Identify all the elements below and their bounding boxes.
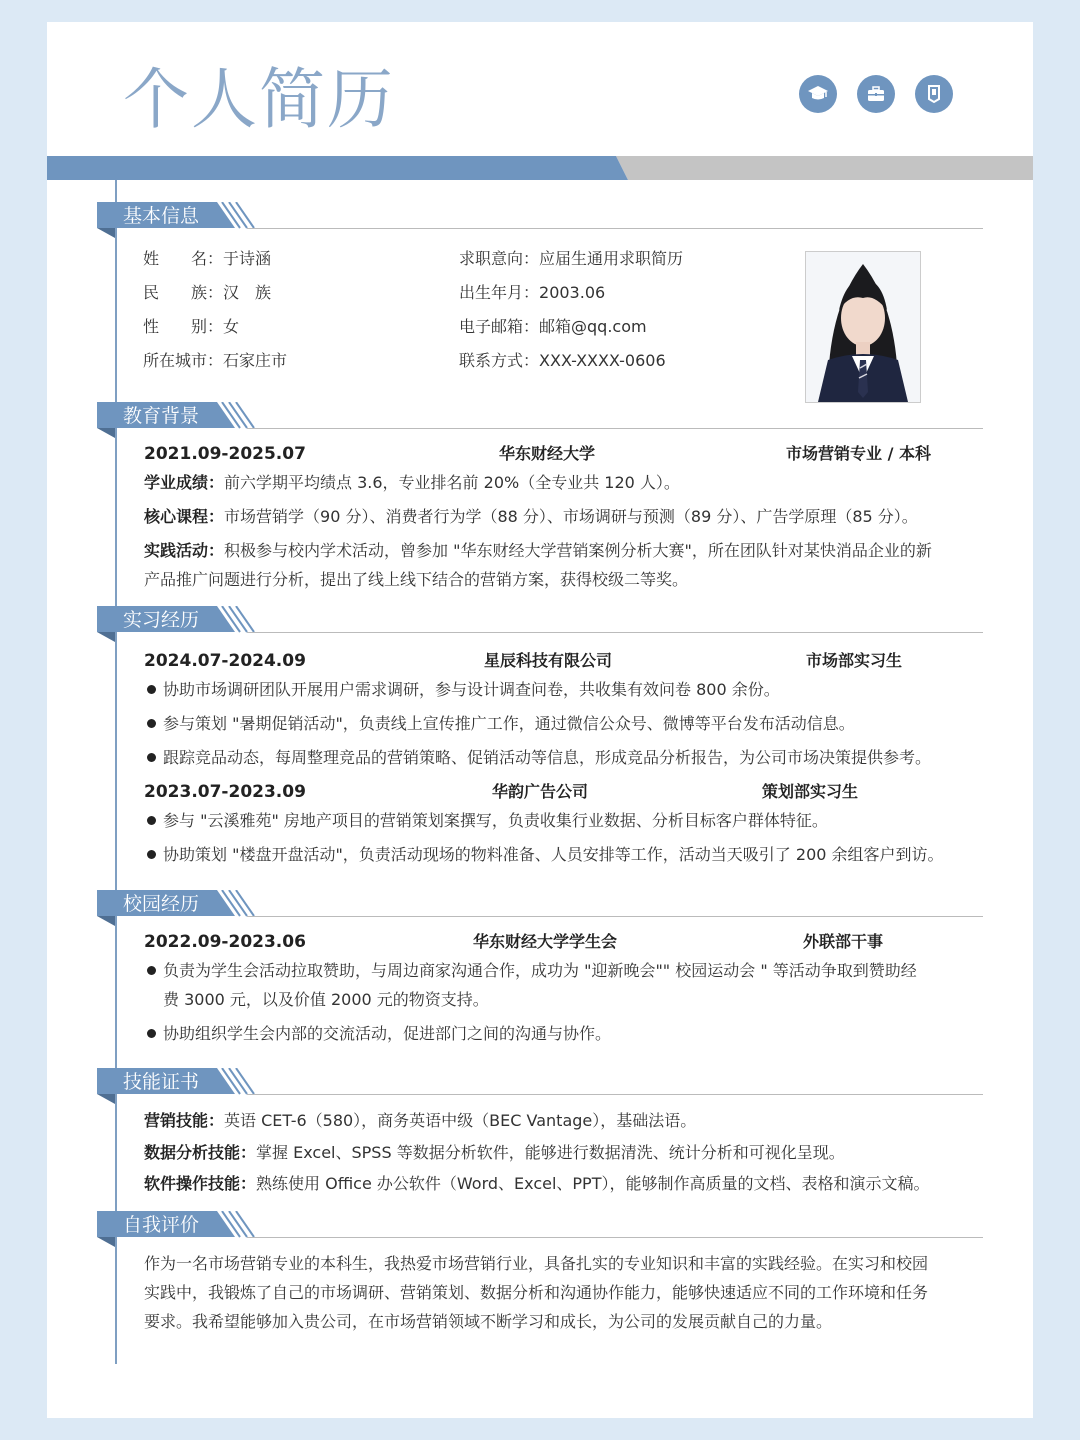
section-header-skills — [97, 1068, 987, 1108]
job2-company: 华韵广告公司 — [492, 782, 589, 801]
intent-value: 应届生通用求职简历 — [539, 249, 684, 268]
section-title: 实习经历 — [123, 609, 200, 631]
campus-role: 外联部干事 — [803, 932, 884, 951]
section-rule — [247, 1094, 983, 1095]
email-row — [459, 316, 647, 338]
edu-grades — [144, 468, 964, 497]
birth-row — [459, 282, 605, 304]
section-title: 教育背景 — [123, 405, 200, 427]
edu-major: 市场营销专业 / 本科 — [786, 444, 931, 463]
skill-row: 软件操作技能：熟练使用 Office 办公软件（Word、Excel、PPT），能够制作高质量的文档、表格和演示文稿。 — [144, 1174, 930, 1193]
list-item: 参与 "云溪雅苑" 房地产项目的营销策划案撰写，负责收集行业数据、分析目标客户群体特征。 — [147, 806, 967, 835]
city-row — [143, 350, 287, 372]
list-item: 参与策划 "暑期促销活动"，负责线上宣传推广工作，通过微信公众号、微博等平台发布活动信息。 — [147, 709, 967, 738]
activity-label: 实践活动： — [144, 541, 225, 560]
city-value: 石家庄市 — [223, 351, 288, 370]
edu-school: 华东财经大学 — [499, 444, 596, 463]
job1-company: 星辰科技有限公司 — [484, 651, 613, 670]
header-icons — [799, 75, 953, 113]
list-item: 协助市场调研团队开展用户需求调研，参与设计调查问卷，共收集有效问卷 800 余份。 — [147, 675, 967, 704]
email-value: 邮箱@qq.com — [539, 317, 647, 336]
timeline-line — [115, 180, 117, 1364]
campus-org: 华东财经大学学生会 — [473, 932, 618, 951]
page-title: 个人简历 — [123, 61, 395, 138]
courses-label: 核心课程： — [144, 507, 225, 526]
campus-period: 2022.09-2023.06 — [144, 932, 306, 952]
email-label: 电子邮箱： — [459, 317, 540, 336]
phone-value: XXX-XXXX-0606 — [539, 351, 666, 370]
grades-label: 学业成绩： — [144, 473, 225, 492]
section-rule — [247, 228, 983, 229]
activity-text-1: 积极参与校内学术活动，曾参加 "华东财经大学营销案例分析大赛"，所在团队针对某快消品企业的新 — [224, 541, 932, 560]
phone-label: 联系方式： — [459, 351, 540, 370]
section-title: 技能证书 — [123, 1071, 200, 1093]
section-header-internship — [97, 606, 987, 646]
section-header-education — [97, 402, 987, 442]
courses-text: 市场营销学（90 分）、消费者行为学（88 分）、市场调研与预测（89 分）、广告学原理（85 分）。 — [224, 507, 918, 526]
job2-role: 策划部实习生 — [762, 782, 859, 801]
section-header-campus — [97, 890, 987, 930]
skill-row: 数据分析技能：掌握 Excel、SPSS 等数据分析软件，能够进行数据清洗、统计分析和可视化呈现。 — [144, 1143, 845, 1162]
grades-text: 前六学期平均绩点 3.6，专业排名前 20%（全专业共 120 人）。 — [224, 473, 680, 492]
ethnic-value: 汉 族 — [223, 283, 272, 302]
list-item: 协助组织学生会内部的交流活动，促进部门之间的沟通与协作。 — [147, 1019, 967, 1048]
job1-period: 2024.07-2024.09 — [144, 651, 306, 671]
edu-courses — [144, 502, 964, 531]
phone-row — [459, 350, 666, 372]
ethnic-label: 民 族： — [143, 283, 224, 302]
section-rule — [247, 916, 983, 917]
ethnic-row — [143, 282, 271, 304]
edu-activity — [144, 536, 964, 594]
intent-label: 求职意向： — [459, 249, 540, 268]
name-label: 姓 名： — [143, 249, 224, 268]
graduation-cap-icon — [799, 75, 837, 113]
list-item: 协助策划 "楼盘开盘活动"，负责活动现场的物料准备、人员安排等工作，活动当天吸引了 200 余组客户到访。 — [147, 840, 967, 869]
section-rule — [247, 1237, 983, 1238]
section-rule — [247, 428, 983, 429]
birth-value: 2003.06 — [539, 283, 606, 302]
edu-period: 2021.09-2025.07 — [144, 444, 306, 464]
id-badge-icon — [915, 75, 953, 113]
birth-label: 出生年月： — [459, 283, 540, 302]
section-title: 自我评价 — [123, 1214, 200, 1236]
list-item: 负责为学生会活动拉取赞助，与周边商家沟通合作，成功为 "迎新晚会"" 校园运动会 " 等活动争取到赞助经 费 3000 元，以及价值 2000 元的物资支持。 — [147, 956, 967, 1014]
city-label: 所在城市： — [143, 351, 224, 370]
job1-role: 市场部实习生 — [806, 651, 903, 670]
section-header-basic — [97, 202, 987, 242]
section-title: 校园经历 — [123, 893, 200, 915]
gender-label: 性 别： — [143, 317, 224, 336]
section-header-self — [97, 1211, 987, 1251]
name-row — [143, 248, 271, 270]
activity-text-2: 产品推广问题进行分析，提出了线上线下结合的营销方案，获得校级二等奖。 — [144, 570, 689, 589]
section-rule — [247, 632, 983, 633]
list-item: 跟踪竞品动态，每周整理竞品的营销策略、促销活动等信息，形成竞品分析报告，为公司市场决策提供参考。 — [147, 743, 967, 772]
section-title: 基本信息 — [123, 205, 200, 227]
self-eval-text: 作为一名市场营销专业的本科生，我热爱市场营销行业，具备扎实的专业知识和丰富的实践经验。在实习和校园 实践中，我锻炼了自己的市场调研、营销策划、数据分析和沟通协作能力，能够快速适应不同的工作环境和任务 要求。我希望能够加入贵公司，在市场营销领域不断学习和成长，为公司的发展贡献自己的力量。 — [144, 1254, 929, 1331]
briefcase-icon — [857, 75, 895, 113]
skill-row: 营销技能：英语 CET-6（580），商务英语中级（BEC Vantage），基础法语。 — [144, 1111, 697, 1130]
intent-row — [459, 248, 683, 270]
avatar-photo — [805, 251, 921, 403]
gender-row — [143, 316, 239, 338]
name-value: 于诗涵 — [223, 249, 272, 268]
job2-period: 2023.07-2023.09 — [144, 782, 306, 802]
gender-value: 女 — [223, 317, 240, 336]
header-band — [0, 156, 1080, 180]
